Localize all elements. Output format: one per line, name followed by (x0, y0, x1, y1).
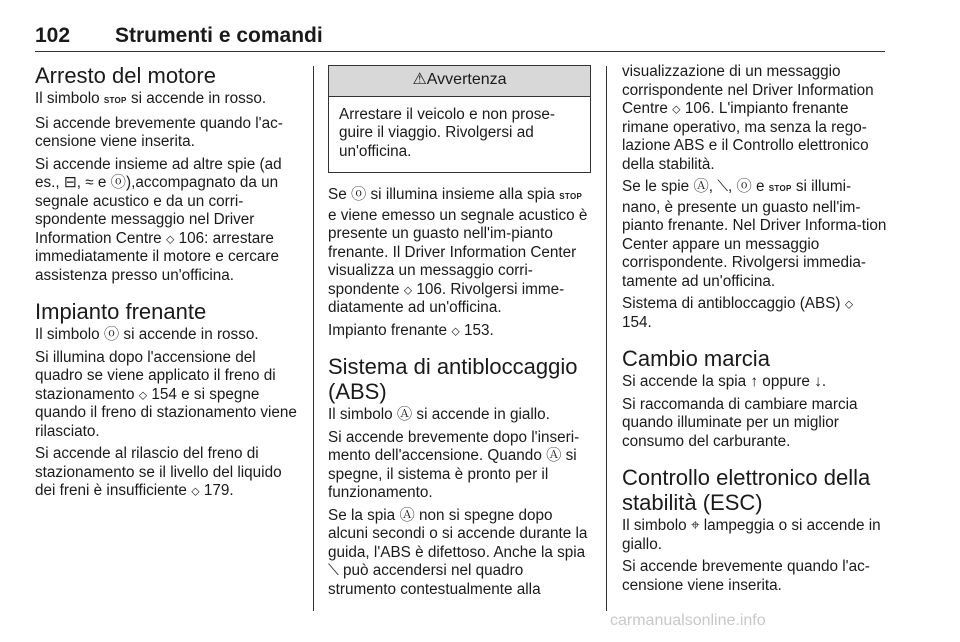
warning-box (328, 65, 591, 173)
paragraph: Se ⓞ si illumina insieme alla spia STOP e viene emesso un segnale acustico è presente un guasto nell'im-pianto frenante. Il Driver Information Center visualizza un messaggio corri-spondente ⬦ 106. Rivolgersi imme-diatamente ad un'officina. (328, 186, 588, 316)
abs-icon: Ⓐ (399, 506, 415, 524)
brake-icon: ⓞ (110, 174, 126, 191)
column-divider (313, 66, 314, 611)
paragraph: Il simbolo Ⓐ si accende in giallo. (328, 406, 550, 423)
upshift-icon: ↑ (750, 373, 759, 390)
page-ref-icon: ⬦ (165, 231, 175, 246)
column-divider (606, 66, 607, 611)
esc-icon: ⌖ (690, 517, 700, 534)
paragraph: Il simbolo ⓞ si accende in rosso. (35, 326, 259, 343)
heading-arresto-motore: Arresto del motore (35, 63, 216, 88)
page-header (35, 24, 323, 48)
abs-icon: Ⓐ (546, 447, 562, 464)
downshift-icon: ↓ (814, 373, 822, 390)
stop-icon: STOP (559, 192, 583, 201)
page-ref-icon: ⬦ (191, 484, 200, 498)
lane-icon: ⟍ (717, 178, 728, 195)
battery-icon: ⊟ (63, 174, 77, 191)
warning-icon: ⚠ (412, 71, 427, 88)
warning-text: Arrestare il veicolo e non prose-guire il viaggio. Rivolgersi ad un'officina. (339, 105, 555, 160)
brake-icon: ⓞ (350, 186, 367, 203)
paragraph: Si accende brevemente dopo l'inseri-mento dell'accensione. Quando Ⓐ si spegne, il sistema è pronto per il funzionamento. (328, 428, 580, 501)
page-title: Strumenti e comandi (115, 24, 323, 47)
paragraph: Il simbolo STOP si accende in rosso. (35, 90, 267, 107)
column-1 (35, 63, 297, 505)
warning-title: Avvertenza (426, 71, 507, 88)
column-3 (622, 63, 887, 599)
paragraph: Sistema di antibloccaggio (ABS) ⬦ 154. (622, 295, 854, 331)
paragraph: Si raccomanda di cambiare marcia quando illuminate per un miglior consumo del carburante. (622, 395, 858, 450)
stop-icon: STOP (103, 96, 127, 105)
paragraph: Si accende al rilascio del freno di stazionamento se il livello del liquido dei freni è insufficiente ⬦ 179. (35, 445, 282, 499)
page-ref-icon: ⬦ (844, 297, 854, 311)
paragraph: Impianto frenante ⬦ 153. (328, 321, 494, 339)
page-ref-icon: ⬦ (403, 282, 413, 297)
watermark: carmanualsonline.info (610, 612, 766, 629)
brake-icon: ⓞ (736, 178, 752, 195)
abs-icon: Ⓐ (396, 406, 413, 423)
paragraph: Si illumina dopo l'accensione del quadro se viene applicato il freno di stazionamento ⬦ 154 e si spegne quando il freno di stazionamento viene rilasciato. (35, 348, 297, 440)
paragraph: Si accende brevemente quando l'ac-censione viene inserita. (622, 558, 870, 594)
paragraph: Il simbolo ⌖ lampeggia o si accende in giallo. (622, 517, 881, 553)
page-ref-icon: ⬦ (451, 323, 460, 338)
paragraph: visualizzazione di un messaggio corrispondente nel Driver Information Centre ⬦ 106. L'impianto frenante rimane operativo, ma senza la rego-lazione ABS e il Controllo elettronico della stabilità. (622, 63, 874, 173)
page-ref-icon: ⬦ (672, 102, 681, 116)
heading-esc: Controllo elettronico della stabilità (ESC) (622, 465, 871, 515)
heading-cambio-marcia: Cambio marcia (622, 346, 770, 371)
paragraph: Si accende la spia ↑ oppure ↓. (622, 373, 827, 390)
paragraph: Si accende brevemente quando l'ac-censione viene inserita. (35, 114, 283, 150)
header-rule (35, 51, 885, 52)
paragraph: Se la spia Ⓐ non si spegne dopo alcuni secondi o si accende durante la guida, l'ABS è difettoso. Anche la spia ⟍ può accendersi nel quadro strumento contestualmente alla (328, 506, 588, 598)
heading-abs: Sistema di antibloccaggio (ABS) (328, 354, 578, 404)
warning-header (329, 66, 590, 97)
page-ref-icon: ⬦ (138, 387, 148, 402)
heading-impianto-frenante: Impianto frenante (35, 299, 207, 324)
coolant-icon: ≈ (85, 174, 94, 191)
paragraph: Si accende insieme ad altre spie (ad es., ⊟, ≈ e ⓞ),accompagnato da un segnale acustico e da un corri-spondente messaggio nel Driver Information Centre ⬦ 106: arrestare immediatamente il motore e cercare assistenza presso un'officina. (35, 155, 282, 284)
page-number: 102 (35, 24, 71, 47)
lane-icon: ⟍ (328, 562, 339, 579)
paragraph: Se le spie Ⓐ, ⟍, ⓞ e STOP si illumi-nano, è presente un guasto nell'im-pianto frenante. Nel Driver Informa-tion Center appare un messaggio corrispondente. Rivolgersi immedia-tamente ad un'officina. (622, 178, 887, 290)
abs-icon: Ⓐ (693, 178, 709, 195)
brake-icon: ⓞ (103, 326, 120, 343)
stop-icon: STOP (768, 184, 792, 193)
column-2 (328, 63, 591, 603)
